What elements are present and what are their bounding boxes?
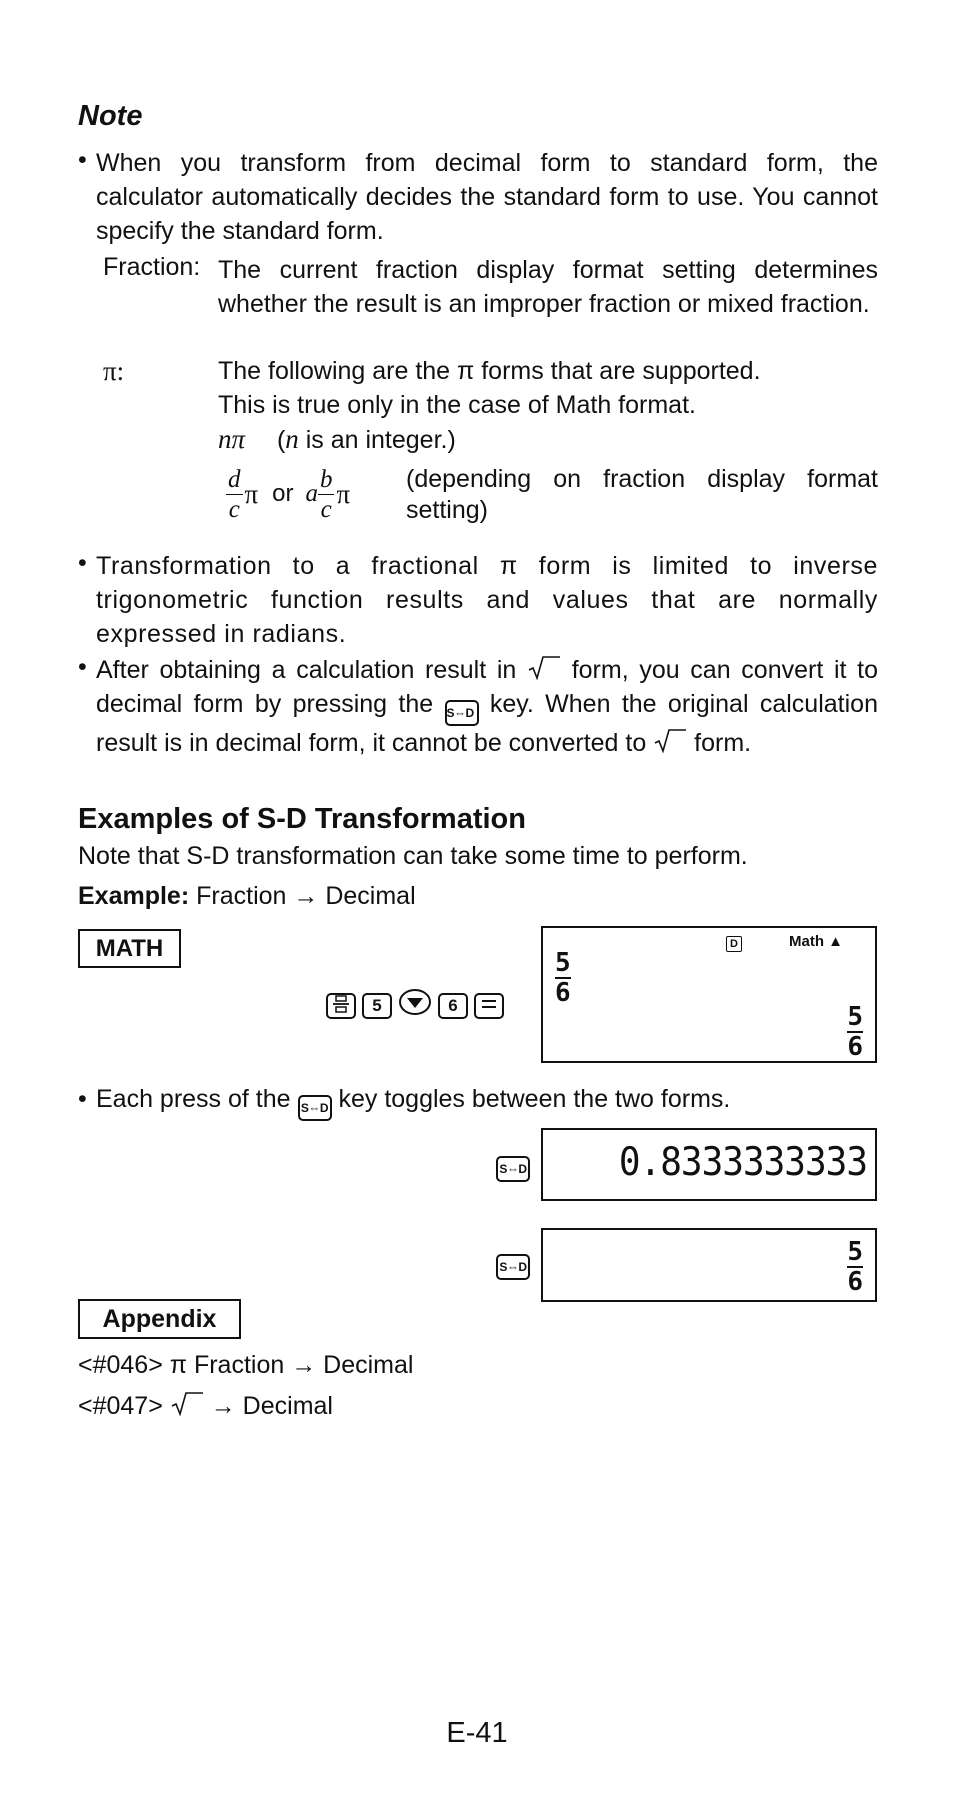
input-numerator: 5 [555, 948, 571, 978]
key-5: 5 [362, 993, 392, 1019]
math-indicator: Math ▲ [789, 933, 844, 950]
note-bullet-2-text: Transformation to a fractional π form is limited to inverse trigonometric function results and values that are normally expressed in radians. [96, 552, 878, 648]
bullet3-part-c: key. When the original calculation result is in decimal form, it cannot be converted to [96, 690, 878, 757]
result-denominator: 6 [847, 1267, 863, 1297]
input-denominator: 6 [555, 978, 571, 1008]
sd-key-icon: S⇔D [298, 1095, 332, 1121]
bullet-dot: • [78, 549, 87, 577]
sd-key-icon: S⇔D [496, 1254, 530, 1280]
example-line [78, 882, 416, 911]
calculator-display-1 [541, 926, 877, 1063]
n-pi-expression: nπ [218, 424, 246, 454]
fraction-label: Fraction: [103, 253, 201, 281]
frac-numerator: d [228, 465, 241, 493]
toggle-note-b: key toggles between the two forms. [338, 1085, 731, 1113]
sd-key-icon: S⇔D [445, 700, 479, 726]
calculator-display-2 [541, 1128, 877, 1201]
sqrt-icon [527, 655, 561, 681]
fraction-key-icon [326, 993, 356, 1019]
examples-intro: Note that S-D transformation can take some time to perform. [78, 842, 748, 870]
example-text: Fraction → Decimal [196, 882, 416, 910]
key-6: 6 [438, 993, 468, 1019]
pi-symbol: π [244, 478, 259, 509]
down-arrow-key-icon [398, 988, 432, 1023]
equals-key-icon [474, 993, 504, 1019]
deg-indicator: D [726, 936, 742, 952]
bullet3-part-d: form. [694, 729, 752, 757]
calculator-display-3 [541, 1228, 877, 1302]
page-number: E-41 [446, 1717, 508, 1749]
result-numerator: 5 [847, 1002, 863, 1032]
result-denominator: 6 [847, 1032, 863, 1062]
decimal-result: 0.8333333333 [618, 1140, 867, 1185]
key-sequence [326, 988, 504, 1023]
appendix-ref-047-code: <#047> [78, 1392, 163, 1420]
n-pi-line [218, 424, 456, 455]
display1-result-fraction [847, 1004, 863, 1060]
examples-title: Examples of S-D Transformation [78, 803, 526, 835]
sqrt-icon [170, 1391, 204, 1417]
sd-key-icon: S⇔D [496, 1156, 530, 1182]
n-variable: n [285, 424, 299, 454]
example-label: Example: [78, 882, 190, 910]
appendix-badge: Appendix [78, 1299, 241, 1339]
note-title: Note [78, 100, 143, 132]
appendix-ref-046: <#046> π Fraction → Decimal [78, 1351, 414, 1379]
b-over-c-fraction [318, 467, 335, 522]
pi-line-2: This is true only in the case of Math format. [218, 391, 696, 419]
fraction-text: The current fraction display format setting determines whether the result is an improper fraction or mixed fraction. [218, 256, 878, 318]
depending-text: (depending on fraction display format setting) [406, 465, 878, 524]
toggle-note-a: Each press of the [96, 1085, 291, 1113]
appendix-ref-047-text: → Decimal [210, 1392, 333, 1420]
pi-line-1: The following are the π forms that are supported. [218, 357, 761, 385]
mixed-whole: a [305, 480, 318, 507]
pi-symbol-2: π [336, 478, 351, 509]
bullet-dot: • [78, 1085, 87, 1113]
result-numerator: 5 [847, 1237, 863, 1267]
bullet3-part-b: form, you can convert it to decimal form by pressing the [96, 656, 878, 718]
pi-label: π: [103, 356, 125, 386]
note-bullet-1-text: When you transform from decimal form to standard form, the calculator automatically decides the standard form to use. You cannot specify the standard form. [96, 149, 878, 245]
display3-result-fraction [847, 1239, 863, 1295]
frac-denominator: c [228, 495, 240, 523]
n-integer-open: ( [276, 426, 286, 454]
frac-numerator-b: b [319, 465, 333, 493]
sqrt-icon [653, 728, 687, 754]
or-text: or [272, 480, 294, 507]
frac-denominator-c: c [320, 495, 332, 523]
d-over-c-fraction [226, 467, 243, 522]
display1-input-fraction [555, 950, 571, 1006]
n-integer-text: is an integer.) [298, 426, 456, 454]
bullet-dot: • [78, 146, 87, 174]
math-badge: MATH [78, 929, 181, 968]
note-bullet-3-text [96, 653, 878, 760]
appendix-ref-047 [78, 1391, 333, 1421]
pi-fraction-forms [226, 462, 350, 526]
bullet-dot: • [78, 653, 87, 681]
toggle-note-text [96, 1085, 730, 1121]
bullet3-part-a: After obtaining a calculation result in [96, 656, 517, 684]
